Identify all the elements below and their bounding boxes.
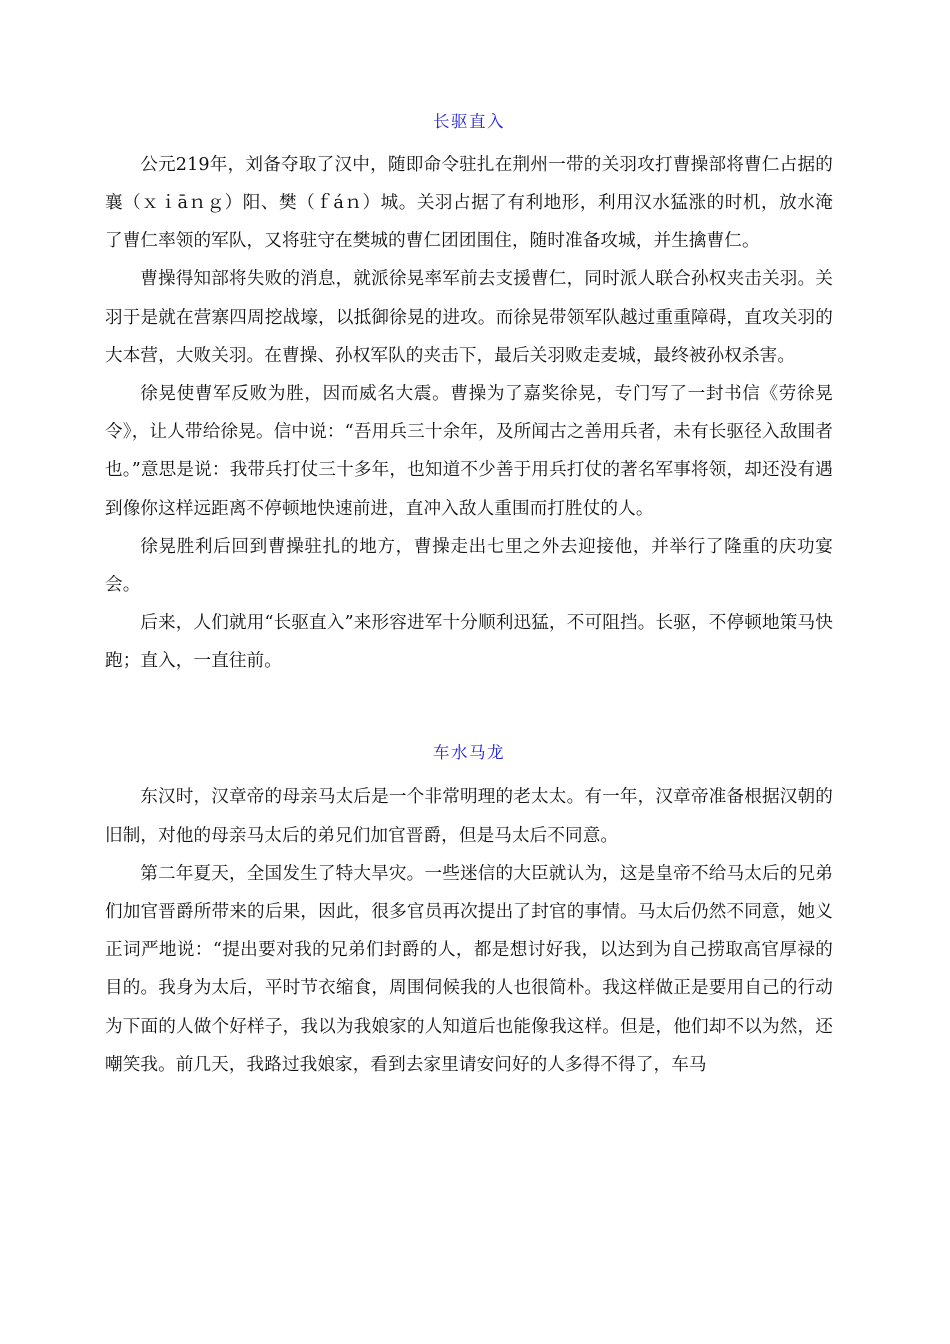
paragraph: 曹操得知部将失败的消息，就派徐晃率军前去支援曹仁，同时派人联合孙权夹击关羽。关羽于是就在营寨四周挖战壕，以抵御徐晃的进攻。而徐晃带领军队越过重重障碍，直攻关羽的大本营，大败关羽。在曹操、孙权军队的夹击下，最后关羽败走麦城，最终被孙权杀害。 bbox=[105, 269, 833, 366]
story-title-cheshui-malong: 车水马龙 bbox=[433, 742, 505, 762]
paragraph: 徐晃使曹军反败为胜，因而威名大震。曹操为了嘉奖徐晃，专门写了一封书信《劳徐晃令》，让人带给徐晃。信中说：“吾用兵三十余年，及所闻古之善用兵者，未有长驱径入敌围者也。”意思是说：我带兵打仗三十多年，也知道不少善于用兵打仗的著名军事将领，却还没有遇到像你这样远距离不停顿地快速前进，直冲入敌人重围而打胜仗的人。 bbox=[105, 384, 833, 519]
paragraph: 第二年夏天，全国发生了特大旱灾。一些迷信的大臣就认为，这是皇帝不给马太后的兄弟们加官晋爵所带来的后果，因此，很多官员再次提出了封官的事情。马太后仍然不同意，她义正词严地说：“提出要对我的兄弟们封爵的人，都是想讨好我，以达到为自己捞取高官厚禄的目的。我身为太后，平时节衣缩食，周围伺候我的人也很简朴。我这样做正是要用自己的行动为下面的人做个好样子，我以为我娘家的人知道后也能像我这样。但是，他们却不以为然，还嘲笑我。前几天，我路过我娘家，看到去家里请安问好的人多得不得了，车马 bbox=[105, 863, 833, 1075]
paragraph: 公元219年，刘备夺取了汉中，随即命令驻扎在荆州一带的关羽攻打曹操部将曹仁占据的襄（ｘｉāｎｇ）阳、樊（ｆáｎ）城。关羽占据了有利地形，利用汉水猛涨的时机，放水淹了曹仁率领的军队，又将驻守在樊城的曹仁团团围住，随时准备攻城，并生擒曹仁。 bbox=[105, 154, 833, 252]
story-title-changqu-zhiru: 长驱直入 bbox=[433, 112, 505, 131]
document-content bbox=[105, 112, 833, 1084]
paragraph: 东汉时，汉章帝的母亲马太后是一个非常明理的老太太。有一年，汉章帝准备根据汉朝的旧制，对他的母亲马太后的弟兄们加官晋爵，但是马太后不同意。 bbox=[105, 787, 833, 846]
paragraph: 后来，人们就用“长驱直入”来形容进军十分顺利迅猛，不可阻挡。长驱，不停顿地策马快跑；直入，一直往前。 bbox=[105, 613, 833, 672]
paragraph: 徐晃胜利后回到曹操驻扎的地方，曹操走出七里之外去迎接他，并举行了隆重的庆功宴会。 bbox=[105, 536, 833, 596]
story-section-changqu-zhiru bbox=[105, 112, 833, 681]
story-section-cheshui-malong bbox=[105, 743, 833, 1084]
